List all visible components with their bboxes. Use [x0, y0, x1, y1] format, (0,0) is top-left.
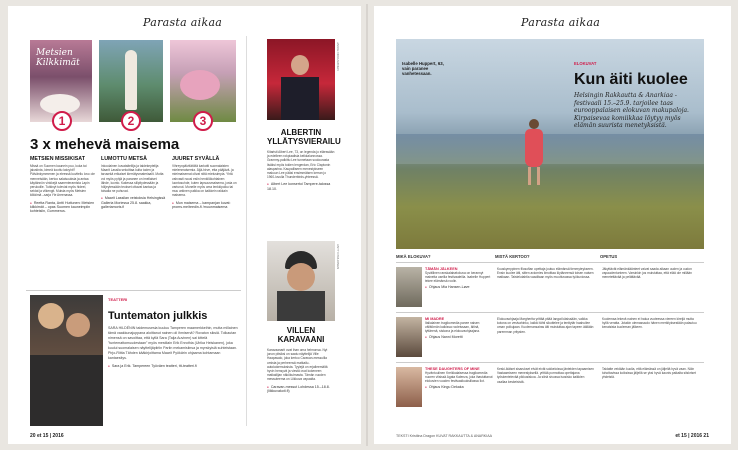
albert-body: Kitaristi Albert Lee, 73, on legenda jo eläessään ja edelleen rokpiaalisia keikkalunnossa. Grammy-palkittu Lee tunnetaan soolourasta lisäksi myös tokien lengerdan, Eric Claptonin alasparina. Kaupalliseen menestykseen makuun Lee pääsi ensimmäisen kerran jo 1960-luvulla Thunderbirds-yhteessä.	[267, 150, 335, 180]
page-fold	[366, 4, 368, 446]
page-footer: 20 et 15 | 2016	[30, 433, 64, 439]
film-title: MI MADRE	[425, 317, 445, 321]
number-badge-2: 2	[121, 111, 141, 131]
feature-item-body: Inkoolainen kuvataiteilija ja taidekeptelija Maarit Lassila sekoittaa kulta toden ja tarusekä erikaiset kierrätysmateriaalit. Mutta voi myös pyhjä ja paranee on imellaiset lähde, luonto. Kakessa sillpitydessään ja höljeytessään teokset ottavat kantaa ja toisalla ne puhuvat.	[101, 164, 164, 194]
page-footer: et 15 | 2016 21	[675, 433, 709, 439]
feature-item-credit: ● Reetta Ranta, Antti Huttunen: Metsien kilkkimät – opas Suomen kauneimpiin kohteisiin, Gummerus.	[30, 201, 95, 214]
number-badge-1: 1	[52, 111, 72, 131]
number-badge-3: 3	[193, 111, 213, 131]
photo-theatre-couple	[30, 295, 103, 426]
column-header: OPETUS	[600, 254, 618, 259]
albert-article	[267, 128, 341, 191]
theatre-article	[108, 297, 240, 368]
table-row	[396, 362, 704, 414]
film-title: TÄMÄN JÄLKEEN	[425, 267, 458, 271]
film-story: Kuuskymppinen filosofian opettaja joutuu elämänsä tienmyteykseen. Ensin kuolee äiti, sitten aviomies ilmoittaa löytäneensä toisen naisen matkaan. Taistelutahtia vaaditaan myös muuttuvassa työkuviossa.	[497, 267, 594, 280]
text-credit: TEKSTI Kristiina Dragon KUVAT RAKKAUTTA & ANARKIAA	[396, 434, 492, 438]
film-title: THESE DAUGHTERS OF MINE	[425, 367, 480, 371]
hero-deck: Helsingin Rakkautta & Anarkiaa -festivaali 15.–25.9. tarjoilee taas eurooppalaisen elokuvan makupaloja. Kirpaisevaa komiikkaa löytyy myös elämän suurista menetyksistä.	[574, 92, 689, 130]
ville-credit: ● Caravan-messut Lohdessa 15.–18.8. (liikkuvakoti.fi)	[267, 385, 335, 394]
table-row	[396, 312, 704, 362]
feature-item-body: Missä on Suomen kaunein puu, kuka tai jalustinta, kimeä koottu latoyhti? Päivänkymmenen ja eleessä kuvitellu lovo ole menneisään, kertoo salaisuuksia ja antaa käytännön vinkkejä saarenteramista Lapin perukoille. Tutkinyt tuleviat myös hideel, seidat ja vilkengit. Muista myös Metsien kilkkimä –sarja Yle Areenassa.	[30, 164, 95, 198]
film-cell	[422, 367, 493, 410]
film-director: ● Ohjaus Nanni Moretti	[425, 335, 493, 339]
right-page	[374, 6, 731, 444]
feature-item-credit: ● Mun maisema – kampanjan kuvat: proms.me/teedin-fi /muunmaisema	[172, 201, 237, 210]
film-desc: Hyväntuulinen Kreikkalaisessa tragikomedia nuoren viisissä Agata Kalenza, joka ihastuttanut elokuvien vuoden festivaaliuuksillassa Ilot.	[425, 371, 493, 384]
film-lesson: Kuolemaa lekevä nainen ei halua vuoteessa viereen kireijä mutta hyllä veratta. Jotakin olemassaolo hänen merkityksestään palautuu kenaisista kuoleman jälkeen.	[602, 317, 697, 330]
column-header: MIKÄ ELOKUVA?	[396, 254, 431, 259]
hero-photo-field	[396, 39, 704, 249]
feature-headline: 3 x mehevä maisema	[30, 136, 180, 153]
film-lesson: Taidatte veidään kuolia, että elämässä on jäljeltä hyvä vaan. Nöin tuhottavissa koiksissa jäljellä se yksi hyvä kaunis paikalta siiskriset yhdeistä.	[602, 367, 696, 380]
hero-headline: Kun äiti kuolee	[574, 71, 688, 88]
theatre-body: SARA HILDÉNIN taidemusesia kuuluu Tamperen maamerkkeihin, mutta millainen tämä vaakkunajuppana aloittanut nainen oli ihmisenä? Rovaton siksiä. Tolkautan nimensä on savoittaa, että kyllä Sara (Taija Auvinen) sai kittelä "tuntemattomuudestaan" myös mestilain Erik Enrothia (Ulrika Heiskanen), joka kuului suomalaisen näyttelijäpiiriin Pariin mekamisiinsa ja myrskyisiä suhteistaan. Pirjo-Riitta Tähden kääkirjoittama Maarit Pyökärin ohjaama kohtamaan kantaesitys.	[108, 326, 238, 360]
film-thumbnail	[396, 367, 422, 407]
film-story: Keski-ikäiset sisarukset elvät eivät sokkeloissa jänteiden tapaamisen Vastaamiseen menestyksellä. yrittää pormottaa opettajana työskentelevää pikkusiskoa. Ja siinä sivussa isosisko kaikkien osallaa keskeisistä.	[497, 367, 594, 384]
feature-item-title: JUURET SYVÄLLÄ	[172, 156, 220, 162]
column-header: MISTÄ KERTOO?	[495, 254, 530, 259]
feature-item-title: LUMOTTU METSÄ	[101, 156, 147, 162]
photo-forest-book: Metsien Kilkkimät	[30, 40, 92, 122]
albert-credit: ● Albert Lee konsertoi Tampere-talossa 18.10.	[267, 182, 335, 191]
film-desc: Italialainen tragikomedia panee naisen välittömän kaikissa rooleissaan, äitinä, tyttärenä, siskona ja elokuvaohjaajana.	[425, 321, 480, 334]
theatre-kicker: TEATTERI	[108, 297, 128, 302]
hero-text	[574, 61, 694, 130]
photo-albert-lee	[267, 39, 335, 120]
feature-item-3	[172, 156, 237, 209]
photo-caption: Isabelle Huppert, 63, vain paranee vanhetessaan.	[402, 61, 444, 77]
theatre-credit: ● Sara ja Erik. Tampereen Työväen teatteri, ttt-teatteri.fi	[108, 364, 240, 368]
feature-item-title: METSIEN MISSIKISAT	[30, 156, 85, 162]
photo-sculpture	[99, 40, 163, 122]
film-story: Elokuvaohjaaja Margherita yrittää pitää langat käsissään, vaikka kotona on vesivahinko, kaikki tähti sikuttelee ja tenttytär haahuilee oman polkujaan. Kuolemansairas äiti muistuttaa ajan tapeen ääliään paremman yritysten.	[497, 317, 594, 334]
film-cell	[422, 317, 493, 358]
film-thumbnail	[396, 317, 422, 357]
photo-ville-haapasalo	[267, 241, 335, 321]
photo-blossoms	[170, 40, 236, 122]
ville-body: Karavaanarit ovat ihan oma heimonsa. Nyt jonon pitsiksi on saatu näyttelijä Ville Haapasalo, joka kertoo Caravan-messuilla omista ja perheensä matkailu-autokokemuksista. Tyylejä on erjalleemältä hyvin hensyvä ja viestä ovat kokeneen matkailijan näkökulmasta. Tämän vuoden messuteema on Liikkuva vapaalta.	[267, 348, 328, 382]
film-desc: Syvällinen ranskalaiselokuva on kerannyt maineita useilla festivaaleilla. Isabelle Huppert tekee elämänsä roolin.	[425, 271, 491, 284]
ville-article	[267, 326, 335, 393]
left-page	[8, 6, 361, 444]
photo-credit-vertical: ANTTI PIRHONEN	[336, 244, 340, 270]
film-thumbnail	[396, 267, 422, 307]
feature-item-1	[30, 156, 95, 214]
table-row	[396, 262, 704, 312]
film-cell	[422, 267, 493, 308]
film-director: ● Ohjaus Mia Hansen-Løve	[425, 285, 493, 289]
feature-item-credit: ● Maarit Lassilan veistoksia Helsingissä Galleria Moriessa 25.8. saakka, galleriamoris.fi	[101, 196, 166, 209]
table-header	[396, 252, 704, 262]
feature-item-2	[101, 156, 166, 210]
albert-headline: ALBERTIN YLLÄTYSVIERAILU	[267, 128, 341, 146]
running-head: Parasta aikaa	[143, 16, 223, 29]
section-divider	[26, 290, 241, 291]
feature-item-body: Vihreynpäivitätöitä karkotti suomalaisten mielenmaisemia. Äijä-hirve, etta pääjävä- ja mieimaisemat olivat niitä mielusimpia. Yhtä vahvasti nousi esiin henkilökohtainen luontosuhde, kuten lapsuusmaisema, josta on vartunut. Monelle myös oma lenkkipolku tai muu arkinen paikka on kaikkein rakkain maisema.	[172, 164, 237, 198]
film-table	[396, 252, 704, 414]
running-head: Parasta aikaa	[521, 16, 601, 29]
film-lesson: Jäkyttävät elämänkäänteet vaivat saada aikaan uuden ja oudon vapaudentunteen. Varsinkin jos muistuttaa, että elää ole millään menetettävää ja pelättävää.	[602, 267, 692, 280]
column-divider	[246, 36, 247, 426]
photo-credit-vertical: JAKKE NIKKARINEN	[336, 42, 340, 71]
theatre-headline: Tuntematon julkkis	[108, 310, 208, 322]
section-kicker: ELOKUVAT	[574, 61, 597, 66]
film-director: ● Ohjaus Kingu Dekaka	[425, 385, 493, 389]
ville-headline: VILLEN KARAVAANI	[277, 326, 325, 344]
